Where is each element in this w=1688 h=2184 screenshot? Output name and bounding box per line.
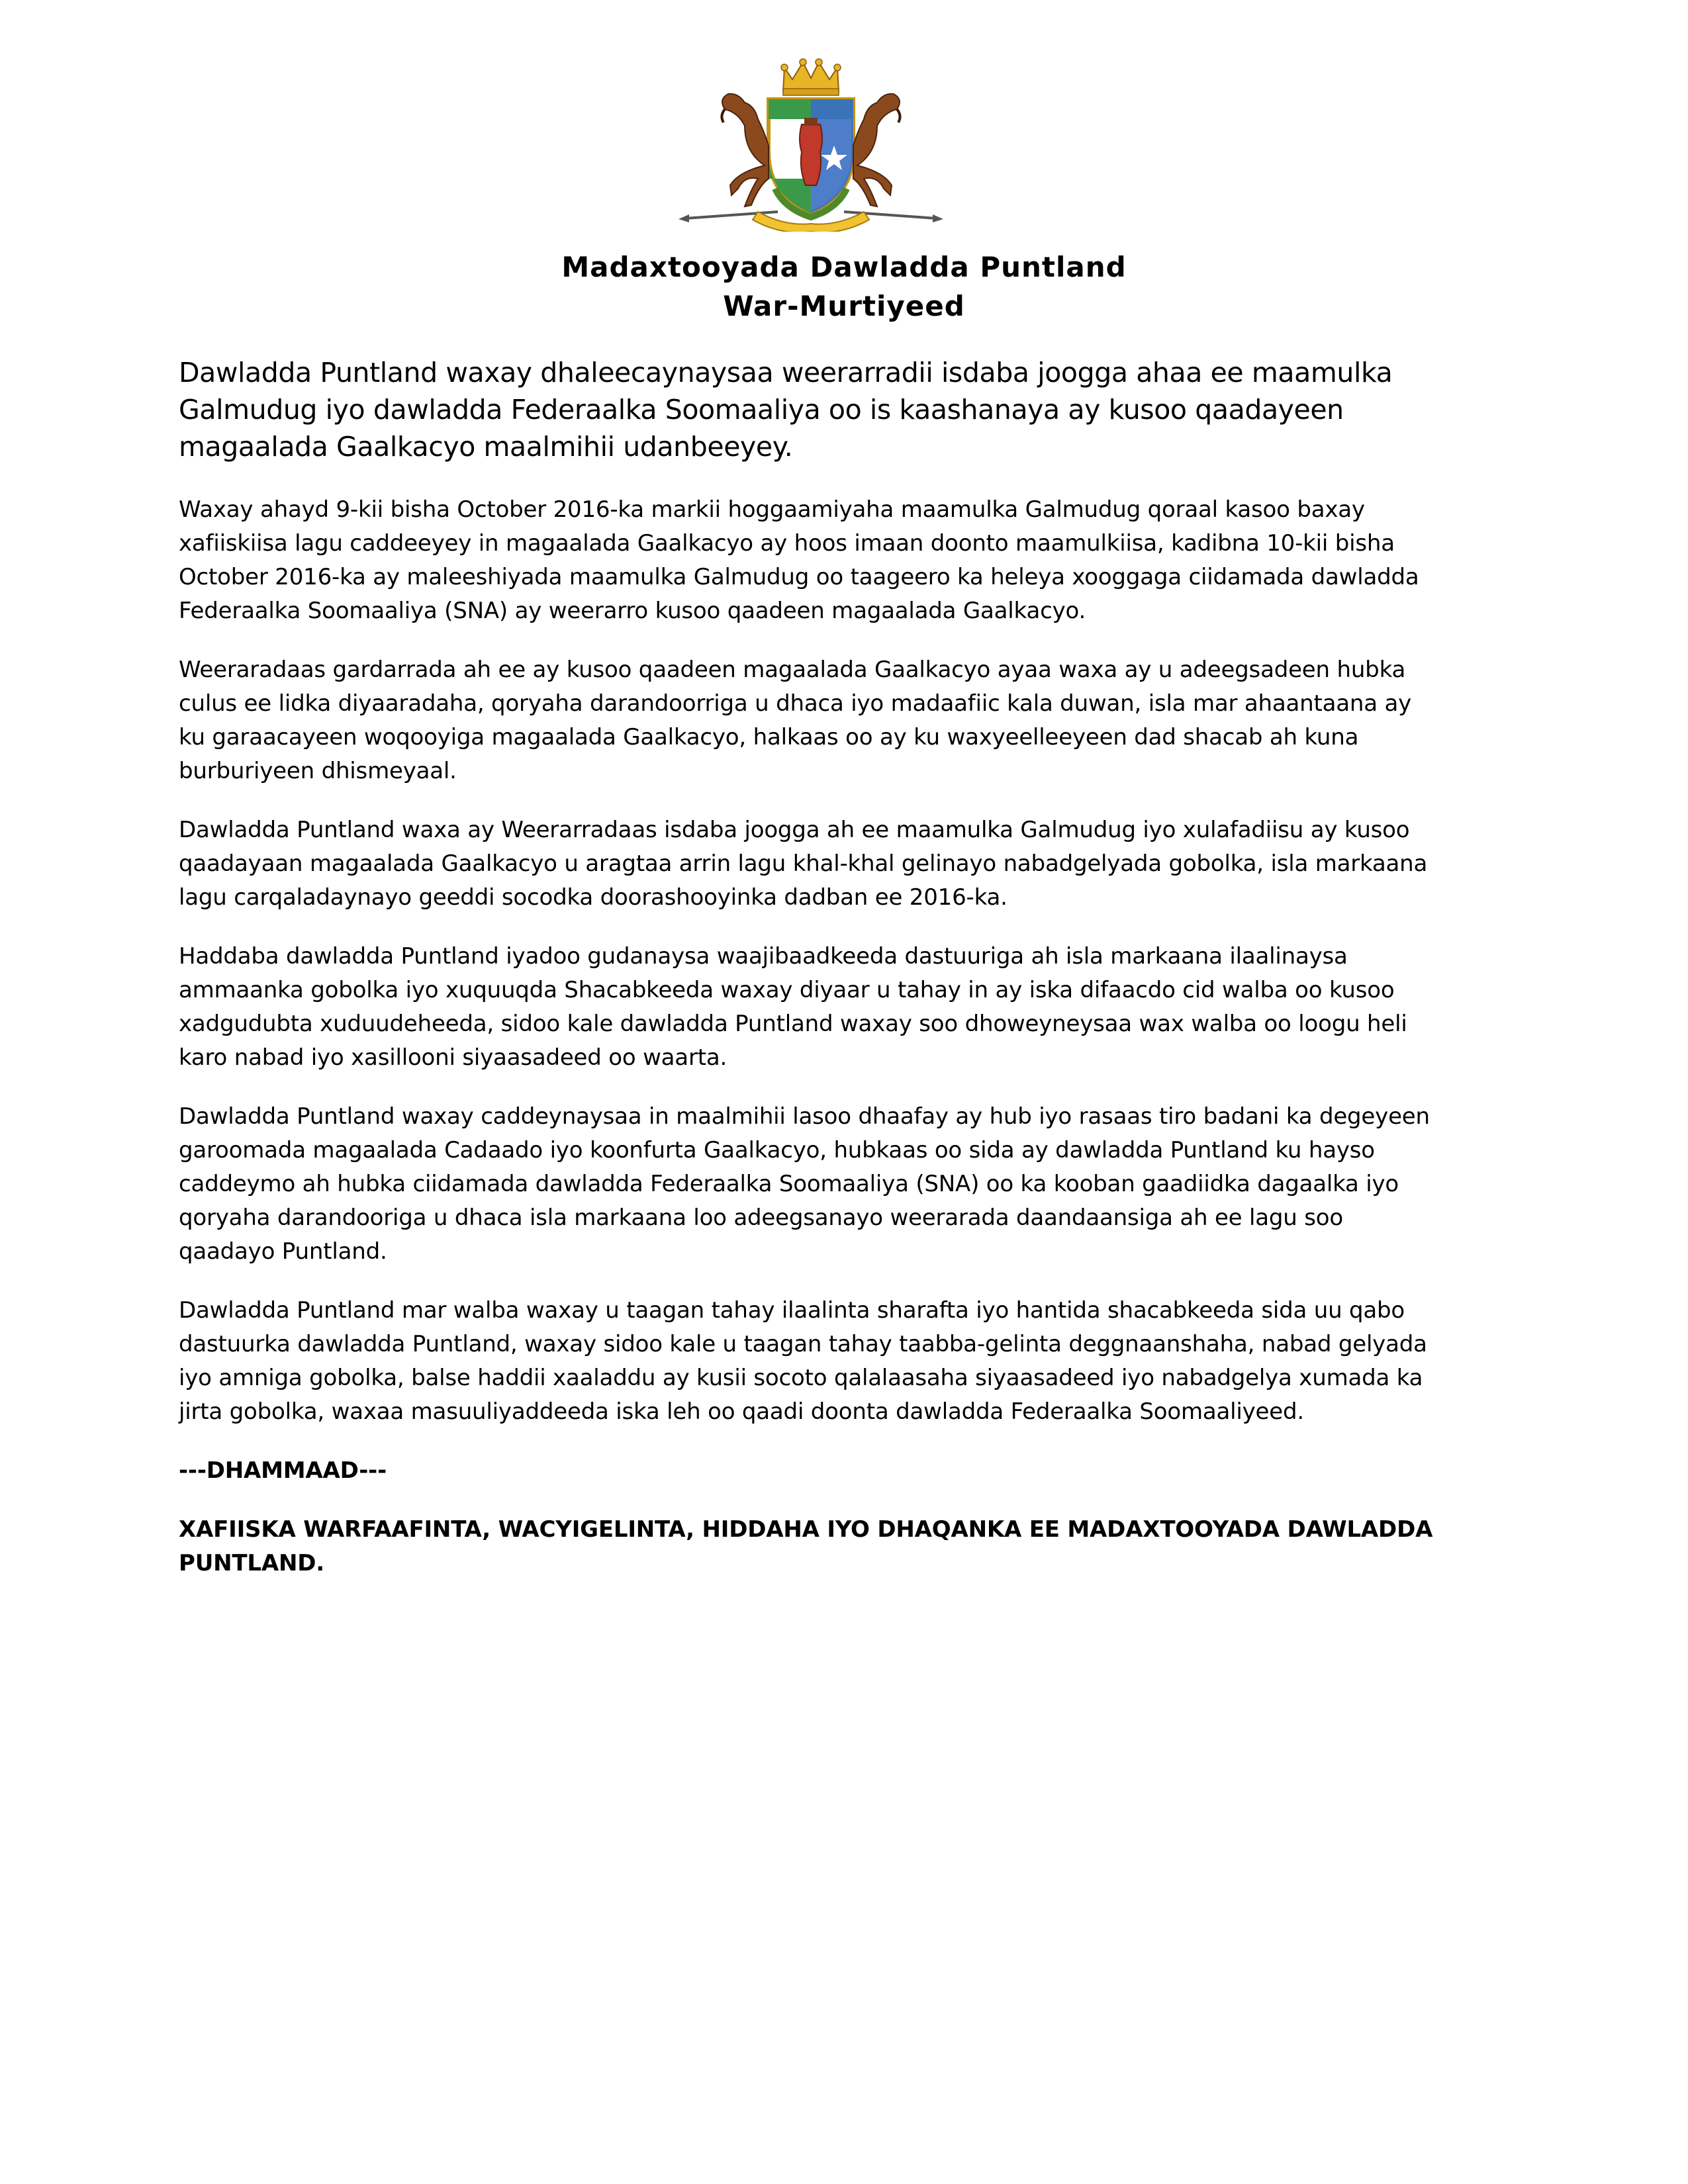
body-paragraph: Dawladda Puntland waxay caddeynaysaa in maalmihii lasoo dhaafay ay hub iyo rasaas tiro badani ka degeyeen garoomada magaalada Cadaado iyo koonfurta Gaalkacyo, hubkaas oo sida ay dawladda Puntland ku hayso caddeymo ah hubka ciidamada dawladda Federaalka Soomaaliya (SNA) oo ka kooban gaadiidka dagaalka iyo qoryaha darandooriga u dhaca isla markaana loo adeegsanayo weerarada daandaansiga ah ee lagu soo qaadayo Puntland.: [179, 1103, 1430, 1265]
document-body: [179, 493, 1436, 1606]
end-marker: ---DHAMMAAD---: [179, 1457, 387, 1484]
coat-of-arms-icon: [645, 53, 976, 232]
lead-paragraph: Dawladda Puntland waxay dhaleecaynaysaa weerarradii isdaba joogga ahaa ee maamulka Galmudug iyo dawladda Federaalka Soomaaliya oo is kaashanaya ay kusoo qaadayeen magaalada Gaalkacyo maalmihii udanbeeyey.: [179, 357, 1393, 463]
body-paragraph: Dawladda Puntland waxa ay Weerarradaas isdaba joogga ah ee maamulka Galmudug iyo xulafadiisu ay kusoo qaadayaan magaalada Gaalkacyo u aragtaa arrin lagu khal-khal gelinayo nabadgelyada gobolka, isla markaana lagu carqaladaynayo geeddi socodka doorashooyinka dadban ee 2016-ka.: [179, 817, 1428, 911]
document-title: Madaxtooyada Dawladda Puntland: [561, 251, 1127, 283]
body-paragraph: Weeraradaas gardarrada ah ee ay kusoo qaadeen magaalada Gaalkacyo ayaa waxa ay u adeegsadeen hubka culus ee lidka diyaaradaha, qoryaha darandoorriga u dhaca iyo madaafiic kala duwan, isla mar ahaantaana ay ku garaacayeen woqooyiga magaalada Gaalkacyo, halkaas oo ay ku waxyeelleeyeen dad shacab ah kuna burburiyeen dhismeyaal.: [179, 657, 1412, 784]
body-paragraph: Haddaba dawladda Puntland iyadoo gudanaysa waajibaadkeeda dastuuriga ah isla markaana ilaalinaysa ammaanka gobolka iyo xuquuqda Shacabkeeda waxay diyaar u tahay in ay iska difaacdo cid walba oo kusoo xadgudubta xuduudeheeda, sidoo kale dawladda Puntland waxay soo dhoweyneysaa wax walba oo loogu heli karo nabad iyo xasillooni siyaasadeed oo waarta.: [179, 943, 1407, 1071]
document-subtitle: War-Murtiyeed: [723, 290, 965, 322]
body-paragraph: Waxay ahayd 9-kii bisha October 2016-ka markii hoggaamiyaha maamulka Galmudug qoraal kasoo baxay xafiiskiisa lagu caddeeyey in magaalada Gaalkacyo ay hoos imaan doonto maamulkiisa, kadibna 10-kii bisha October 2016-ka ay maleeshiyada maamulka Galmudug oo taageero ka heleya xooggaga ciidamada dawladda Federaalka Soomaaliya (SNA) ay weerarro kusoo qaadeen magaalada Gaalkacyo.: [179, 496, 1419, 624]
body-paragraph: Dawladda Puntland mar walba waxay u taagan tahay ilaalinta sharafta iyo hantida shacabkeeda sida uu qabo dastuurka dawladda Puntland, waxay sidoo kale u taagan tahay taabba-gelinta deggnaanshaha, nabad gelyada iyo amniga gobolka, balse haddii xaaladdu ay kusii socoto qalalaasaha siyaasadeed iyo nabadgelya xumada ka jirta gobolka, waxaa masuuliyaddeeda iska leh oo qaadi doonta dawladda Federaalka Soomaaliyeed.: [179, 1297, 1427, 1425]
issuing-office-signature: XAFIISKA WARFAAFINTA, WACYIGELINTA, HIDDAHA IYO DHAQANKA EE MADAXTOOYADA DAWLADDA PUNTLAND.: [179, 1516, 1433, 1576]
